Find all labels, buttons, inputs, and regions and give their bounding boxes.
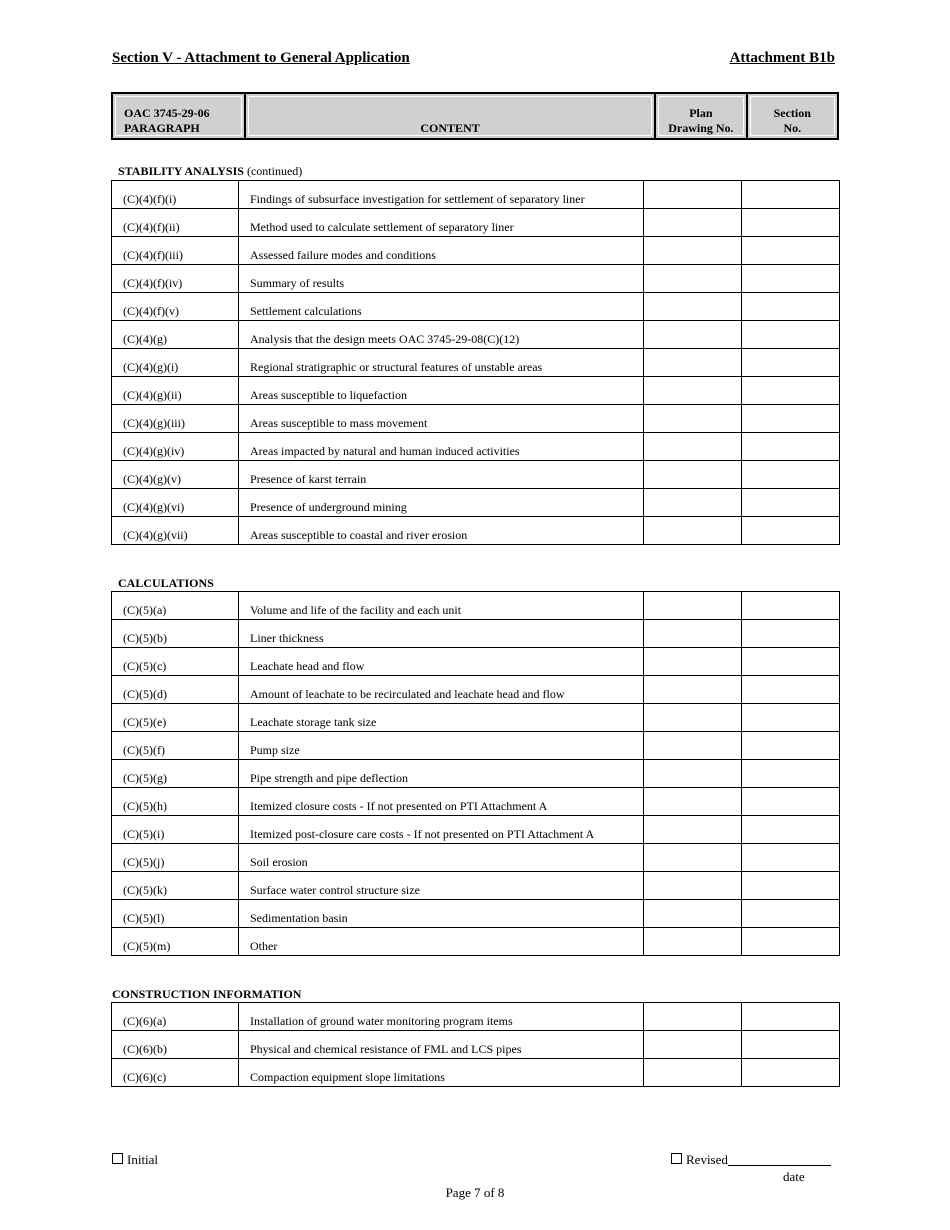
paragraph-cell: (C)(5)(a) — [112, 592, 239, 620]
paragraph-header-line1: OAC 3745-29-06 — [124, 106, 210, 120]
plan-drawing-cell[interactable] — [644, 181, 742, 209]
section-header-line1: Section — [773, 106, 811, 120]
table-row — [112, 676, 840, 704]
table-row — [112, 181, 840, 209]
table-row — [112, 648, 840, 676]
paragraph-cell: (C)(5)(j) — [112, 844, 239, 872]
revised-checkbox[interactable] — [671, 1152, 831, 1168]
section-no-cell[interactable] — [742, 517, 840, 545]
plan-header-line2: Drawing No. — [668, 121, 734, 135]
table-row — [112, 872, 840, 900]
plan-drawing-cell[interactable] — [644, 265, 742, 293]
plan-drawing-cell[interactable] — [644, 433, 742, 461]
section-no-cell[interactable] — [742, 237, 840, 265]
table-row — [112, 377, 840, 405]
table-row — [112, 209, 840, 237]
content-cell: Regional stratigraphic or structural features of unstable areas — [239, 349, 644, 377]
content-cell: Other — [239, 928, 644, 956]
paragraph-cell: (C)(4)(g)(vii) — [112, 517, 239, 545]
section-no-cell[interactable] — [742, 760, 840, 788]
table-row — [112, 900, 840, 928]
plan-drawing-cell[interactable] — [644, 321, 742, 349]
table-row — [112, 237, 840, 265]
content-cell: Liner thickness — [239, 620, 644, 648]
plan-drawing-cell[interactable] — [644, 1003, 742, 1031]
section-no-cell[interactable] — [742, 293, 840, 321]
content-cell: Physical and chemical resistance of FML and LCS pipes — [239, 1031, 644, 1059]
paragraph-cell: (C)(5)(i) — [112, 816, 239, 844]
plan-drawing-cell[interactable] — [644, 788, 742, 816]
plan-drawing-cell[interactable] — [644, 209, 742, 237]
content-header-label: CONTENT — [420, 121, 480, 135]
content-cell: Areas susceptible to mass movement — [239, 405, 644, 433]
section-no-cell[interactable] — [742, 928, 840, 956]
content-cell: Analysis that the design meets OAC 3745-29-08(C)(12) — [239, 321, 644, 349]
paragraph-cell: (C)(6)(c) — [112, 1059, 239, 1087]
paragraph-cell: (C)(4)(f)(iii) — [112, 237, 239, 265]
table-row — [112, 1059, 840, 1087]
page-number: Page 7 of 8 — [445, 1185, 505, 1200]
section-no-cell[interactable] — [742, 732, 840, 760]
content-cell: Presence of karst terrain — [239, 461, 644, 489]
construction-information-table — [111, 1002, 840, 1087]
table-row — [112, 321, 840, 349]
section-no-cell[interactable] — [742, 648, 840, 676]
content-column-header — [245, 93, 655, 139]
construction-information-title: CONSTRUCTION INFORMATION — [112, 987, 302, 1001]
paragraph-cell: (C)(5)(b) — [112, 620, 239, 648]
section-no-cell[interactable] — [742, 405, 840, 433]
section-no-cell[interactable] — [742, 265, 840, 293]
paragraph-cell: (C)(4)(g) — [112, 321, 239, 349]
table-row — [112, 265, 840, 293]
attachment-label: Attachment B1b — [729, 50, 835, 66]
table-row — [112, 760, 840, 788]
document-section-title: Section V - Attachment to General Application — [112, 50, 410, 66]
content-cell: Leachate head and flow — [239, 648, 644, 676]
plan-drawing-cell[interactable] — [644, 517, 742, 545]
plan-drawing-cell[interactable] — [644, 760, 742, 788]
content-cell: Itemized closure costs - If not presented on PTI Attachment A — [239, 788, 644, 816]
calculations-table — [111, 591, 840, 956]
content-cell: Installation of ground water monitoring program items — [239, 1003, 644, 1031]
content-cell: Findings of subsurface investigation for settlement of separatory liner — [239, 181, 644, 209]
paragraph-cell: (C)(4)(f)(iv) — [112, 265, 239, 293]
column-header-table — [111, 92, 839, 140]
section-header-line2: No. — [783, 121, 802, 135]
table-row — [112, 620, 840, 648]
section-no-cell[interactable] — [742, 676, 840, 704]
plan-drawing-cell[interactable] — [644, 1031, 742, 1059]
paragraph-cell: (C)(5)(c) — [112, 648, 239, 676]
plan-drawing-cell[interactable] — [644, 816, 742, 844]
table-row — [112, 732, 840, 760]
plan-drawing-cell[interactable] — [644, 461, 742, 489]
plan-drawing-cell[interactable] — [644, 592, 742, 620]
paragraph-cell: (C)(4)(g)(v) — [112, 461, 239, 489]
paragraph-cell: (C)(4)(g)(vi) — [112, 489, 239, 517]
paragraph-cell: (C)(4)(g)(iv) — [112, 433, 239, 461]
section-no-cell[interactable] — [742, 816, 840, 844]
section-no-cell[interactable] — [742, 349, 840, 377]
paragraph-cell: (C)(4)(g)(ii) — [112, 377, 239, 405]
paragraph-cell: (C)(4)(f)(v) — [112, 293, 239, 321]
plan-drawing-cell[interactable] — [644, 676, 742, 704]
content-cell: Itemized post-closure care costs - If not presented on PTI Attachment A — [239, 816, 644, 844]
plan-drawing-cell[interactable] — [644, 489, 742, 517]
table-row — [112, 844, 840, 872]
plan-drawing-cell[interactable] — [644, 704, 742, 732]
content-cell: Pump size — [239, 732, 644, 760]
stability-analysis-title — [118, 164, 302, 179]
table-row — [112, 928, 840, 956]
content-cell: Summary of results — [239, 265, 644, 293]
paragraph-cell: (C)(5)(d) — [112, 676, 239, 704]
stability-analysis-table — [111, 180, 840, 545]
plan-drawing-cell[interactable] — [644, 900, 742, 928]
plan-drawing-cell[interactable] — [644, 1059, 742, 1087]
table-row — [112, 461, 840, 489]
plan-drawing-cell[interactable] — [644, 872, 742, 900]
stability-analysis-title-suffix: (continued) — [243, 164, 303, 178]
section-no-cell[interactable] — [742, 321, 840, 349]
initial-checkbox-box[interactable] — [112, 1153, 123, 1164]
paragraph-column-header — [112, 93, 245, 139]
table-row — [112, 405, 840, 433]
paragraph-cell: (C)(5)(g) — [112, 760, 239, 788]
section-no-cell[interactable] — [742, 1059, 840, 1087]
content-cell: Areas impacted by natural and human induced activities — [239, 433, 644, 461]
paragraph-cell: (C)(4)(f)(i) — [112, 181, 239, 209]
date-caption: date — [783, 1169, 805, 1184]
paragraph-cell: (C)(5)(h) — [112, 788, 239, 816]
paragraph-header-line2: PARAGRAPH — [124, 121, 200, 135]
paragraph-cell: (C)(5)(m) — [112, 928, 239, 956]
paragraph-cell: (C)(5)(l) — [112, 900, 239, 928]
section-no-cell[interactable] — [742, 1031, 840, 1059]
initial-checkbox[interactable] — [112, 1152, 158, 1168]
section-no-cell[interactable] — [742, 377, 840, 405]
content-cell: Pipe strength and pipe deflection — [239, 760, 644, 788]
table-row — [112, 1003, 840, 1031]
plan-drawing-column-header — [655, 93, 746, 139]
section-no-cell[interactable] — [742, 433, 840, 461]
plan-drawing-cell[interactable] — [644, 405, 742, 433]
content-cell: Areas susceptible to liquefaction — [239, 377, 644, 405]
section-no-cell[interactable] — [742, 181, 840, 209]
table-row — [112, 788, 840, 816]
content-cell: Presence of underground mining — [239, 489, 644, 517]
content-cell: Settlement calculations — [239, 293, 644, 321]
table-row — [112, 489, 840, 517]
section-no-cell[interactable] — [742, 489, 840, 517]
table-row — [112, 349, 840, 377]
plan-drawing-cell[interactable] — [644, 620, 742, 648]
content-cell: Amount of leachate to be recirculated and leachate head and flow — [239, 676, 644, 704]
content-cell: Leachate storage tank size — [239, 704, 644, 732]
paragraph-cell: (C)(4)(g)(i) — [112, 349, 239, 377]
content-cell: Compaction equipment slope limitations — [239, 1059, 644, 1087]
table-row — [112, 1031, 840, 1059]
section-no-cell[interactable] — [742, 620, 840, 648]
content-cell: Surface water control structure size — [239, 872, 644, 900]
content-cell: Sedimentation basin — [239, 900, 644, 928]
paragraph-cell: (C)(5)(e) — [112, 704, 239, 732]
paragraph-cell: (C)(6)(a) — [112, 1003, 239, 1031]
revised-checkbox-box[interactable] — [671, 1153, 682, 1164]
plan-drawing-cell[interactable] — [644, 648, 742, 676]
section-no-cell[interactable] — [742, 461, 840, 489]
plan-drawing-cell[interactable] — [644, 377, 742, 405]
content-cell: Volume and life of the facility and each unit — [239, 592, 644, 620]
content-cell: Areas susceptible to coastal and river erosion — [239, 517, 644, 545]
plan-drawing-cell[interactable] — [644, 732, 742, 760]
section-no-cell[interactable] — [742, 900, 840, 928]
plan-drawing-cell[interactable] — [644, 293, 742, 321]
plan-drawing-cell[interactable] — [644, 349, 742, 377]
revised-date-line[interactable] — [728, 1165, 831, 1166]
calculations-title: CALCULATIONS — [118, 576, 214, 590]
plan-header-line1: Plan — [689, 106, 713, 120]
initial-label: Initial — [127, 1152, 159, 1167]
section-no-cell[interactable] — [742, 1003, 840, 1031]
plan-drawing-cell[interactable] — [644, 237, 742, 265]
section-no-cell[interactable] — [742, 872, 840, 900]
paragraph-cell: (C)(5)(f) — [112, 732, 239, 760]
table-row — [112, 517, 840, 545]
revised-label: Revised — [686, 1152, 728, 1167]
section-no-column-header — [747, 93, 838, 139]
paragraph-cell: (C)(6)(b) — [112, 1031, 239, 1059]
stability-analysis-title-text: STABILITY ANALYSIS — [118, 164, 244, 178]
paragraph-cell: (C)(4)(f)(ii) — [112, 209, 239, 237]
paragraph-cell: (C)(5)(k) — [112, 872, 239, 900]
plan-drawing-cell[interactable] — [644, 844, 742, 872]
content-cell: Assessed failure modes and conditions — [239, 237, 644, 265]
plan-drawing-cell[interactable] — [644, 928, 742, 956]
content-cell: Soil erosion — [239, 844, 644, 872]
section-no-cell[interactable] — [742, 844, 840, 872]
content-cell: Method used to calculate settlement of separatory liner — [239, 209, 644, 237]
section-no-cell[interactable] — [742, 788, 840, 816]
section-no-cell[interactable] — [742, 704, 840, 732]
table-row — [112, 592, 840, 620]
section-no-cell[interactable] — [742, 592, 840, 620]
table-row — [112, 704, 840, 732]
table-row — [112, 433, 840, 461]
table-row — [112, 293, 840, 321]
table-row — [112, 816, 840, 844]
paragraph-cell: (C)(4)(g)(iii) — [112, 405, 239, 433]
section-no-cell[interactable] — [742, 209, 840, 237]
